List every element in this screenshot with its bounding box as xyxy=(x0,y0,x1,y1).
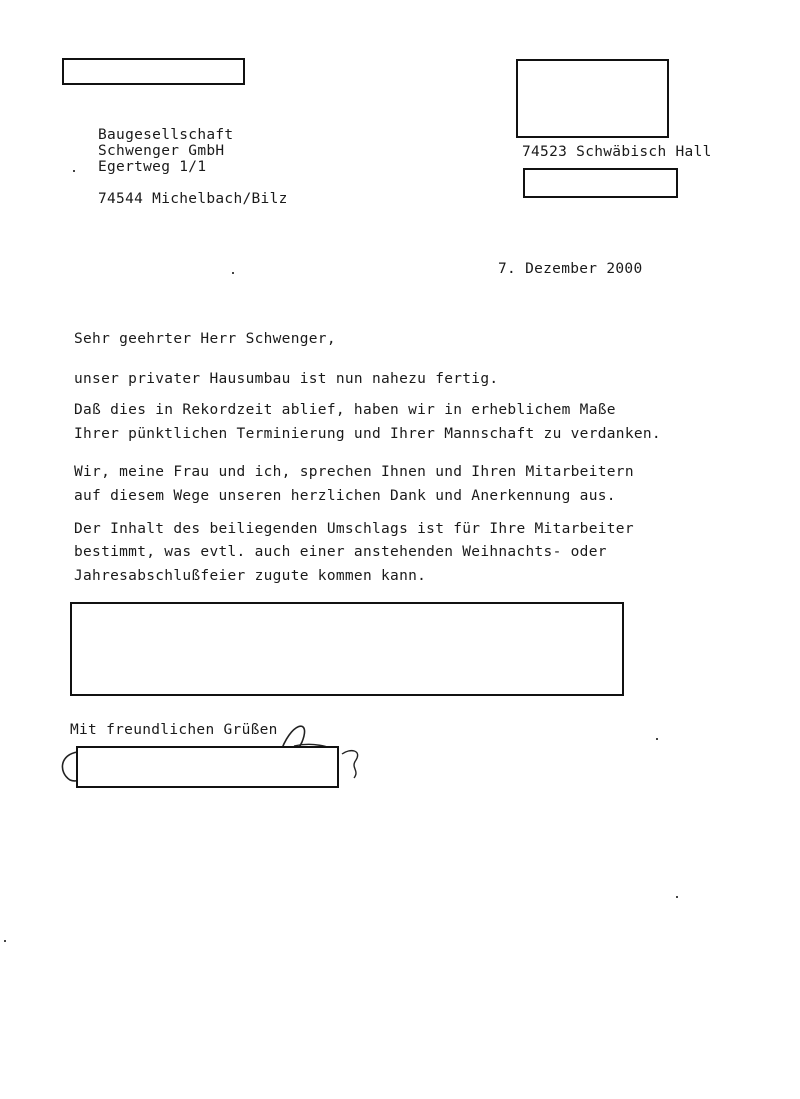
scan-speck xyxy=(73,170,75,172)
sender-city: 74523 Schwäbisch Hall xyxy=(522,144,712,160)
body-line: Wir, meine Frau und ich, sprechen Ihnen und Ihren Mitarbeitern xyxy=(74,464,634,480)
recipient-company-line1: Baugesellschaft xyxy=(98,127,234,143)
scan-speck xyxy=(656,738,658,740)
body-line: Jahresabschlußfeier zugute kommen kann. xyxy=(74,568,427,584)
redacted-sender-name xyxy=(62,58,245,85)
body-line: Ihrer pünktlichen Terminierung und Ihrer Mannschaft zu verdanken. xyxy=(74,426,661,442)
body-line: auf diesem Wege unseren herzlichen Dank und Anerkennung aus. xyxy=(74,488,616,504)
recipient-city: 74544 Michelbach/Bilz xyxy=(98,191,288,207)
body-line: Daß dies in Rekordzeit ablief, haben wir in erheblichem Maße xyxy=(74,402,616,418)
redacted-sender-address xyxy=(516,59,669,138)
letter-date: 7. Dezember 2000 xyxy=(498,261,643,277)
salutation: Sehr geehrter Herr Schwenger, xyxy=(74,331,336,347)
body-line: Der Inhalt des beiliegenden Umschlags ist für Ihre Mitarbeiter xyxy=(74,521,634,537)
redacted-signature-name xyxy=(76,746,339,788)
closing: Mit freundlichen Grüßen xyxy=(70,722,278,738)
scan-speck xyxy=(4,940,6,942)
body-line: unser privater Hausumbau ist nun nahezu fertig. xyxy=(74,371,499,387)
scan-speck xyxy=(676,896,678,898)
body-line: bestimmt, was evtl. auch einer anstehenden Weihnachts- oder xyxy=(74,544,607,560)
recipient-company-line2: Schwenger GmbH xyxy=(98,143,225,159)
redacted-paragraph xyxy=(70,602,624,696)
recipient-street: Egertweg 1/1 xyxy=(98,159,207,175)
redacted-sender-phone xyxy=(523,168,678,198)
scan-speck xyxy=(232,272,234,274)
